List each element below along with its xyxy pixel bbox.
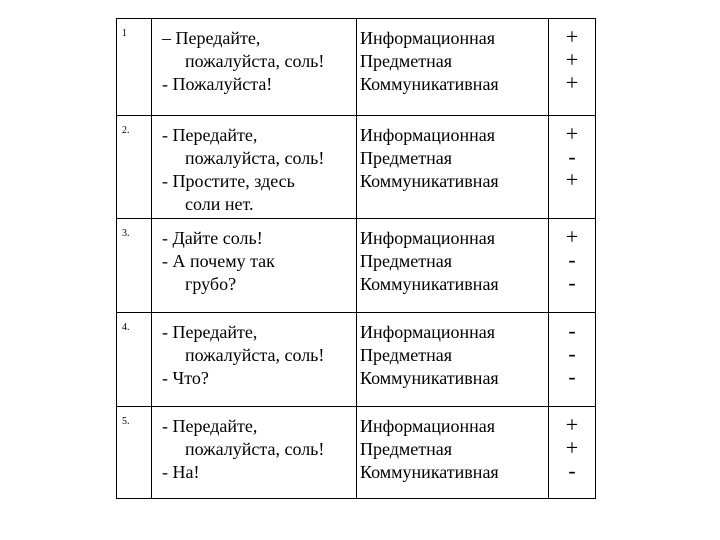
row-number: 5. [122,416,130,427]
function-cell [357,313,549,407]
function-cell [357,116,549,219]
mark: + [565,70,579,95]
dialog-cell [152,407,357,499]
dialog-line: - Передайте, [162,125,258,145]
mark: + [565,435,579,460]
mark: - [568,270,576,295]
dialog-cell [152,219,357,313]
function-informational: Информационная [360,228,496,248]
dialog-cell [152,116,357,219]
function-subject: Предметная [360,345,453,365]
communication-table [116,18,596,499]
dialog-line: - Что? [162,368,209,388]
marks-cell [549,116,596,219]
row-number: 2. [122,125,130,136]
function-communicative: Коммуникативная [360,274,499,294]
function-informational: Информационная [360,322,496,342]
dialog-line: - Простите, здесь [162,171,295,191]
row-number: 4. [122,322,130,333]
function-communicative: Коммуникативная [360,74,499,94]
function-subject: Предметная [360,251,453,271]
function-cell [357,407,549,499]
mark: + [565,47,579,72]
function-communicative: Коммуникативная [360,462,499,482]
dialog-line: пожалуйста, соль! [185,148,325,168]
mark: - [568,144,576,169]
dialog-line: соли нет. [185,194,254,214]
dialog-line: - Передайте, [162,322,258,342]
row-number-cell [117,19,152,116]
marks-cell [549,313,596,407]
mark: + [565,24,579,49]
function-informational: Информационная [360,416,496,436]
marks-cell [549,19,596,116]
mark: - [568,318,576,343]
mark: - [568,458,576,483]
mark: + [565,224,579,249]
function-subject: Предметная [360,51,453,71]
dialog-line: грубо? [185,274,237,294]
mark: + [565,167,579,192]
dialog-line: - Передайте, [162,416,258,436]
table-row [117,19,596,116]
dialog-line: пожалуйста, соль! [185,51,325,71]
mark: + [565,121,579,146]
row-number: 3. [122,228,130,239]
row-number: 1 [122,28,127,39]
row-number-cell [117,116,152,219]
row-number-cell [117,219,152,313]
function-subject: Предметная [360,148,453,168]
function-communicative: Коммуникативная [360,368,499,388]
row-number-cell [117,407,152,499]
mark: - [568,364,576,389]
dialog-line: - На! [162,462,200,482]
mark: - [568,247,576,272]
mark: + [565,412,579,437]
dialog-line: - Пожалуйста! [162,74,273,94]
function-informational: Информационная [360,28,496,48]
table-row [117,219,596,313]
dialog-cell [152,19,357,116]
dialog-cell [152,313,357,407]
marks-cell [549,219,596,313]
table-row [117,116,596,219]
function-subject: Предметная [360,439,453,459]
function-communicative: Коммуникативная [360,171,499,191]
dialog-line: пожалуйста, соль! [185,439,325,459]
dialog-line: пожалуйста, соль! [185,345,325,365]
dialog-line: - Дайте соль! [162,228,263,248]
function-informational: Информационная [360,125,496,145]
table-row [117,407,596,499]
function-cell [357,219,549,313]
marks-cell [549,407,596,499]
dialog-line: – Передайте, [162,28,261,48]
table-row [117,313,596,407]
dialog-line: - А почему так [162,251,275,271]
function-cell [357,19,549,116]
row-number-cell [117,313,152,407]
mark: - [568,341,576,366]
